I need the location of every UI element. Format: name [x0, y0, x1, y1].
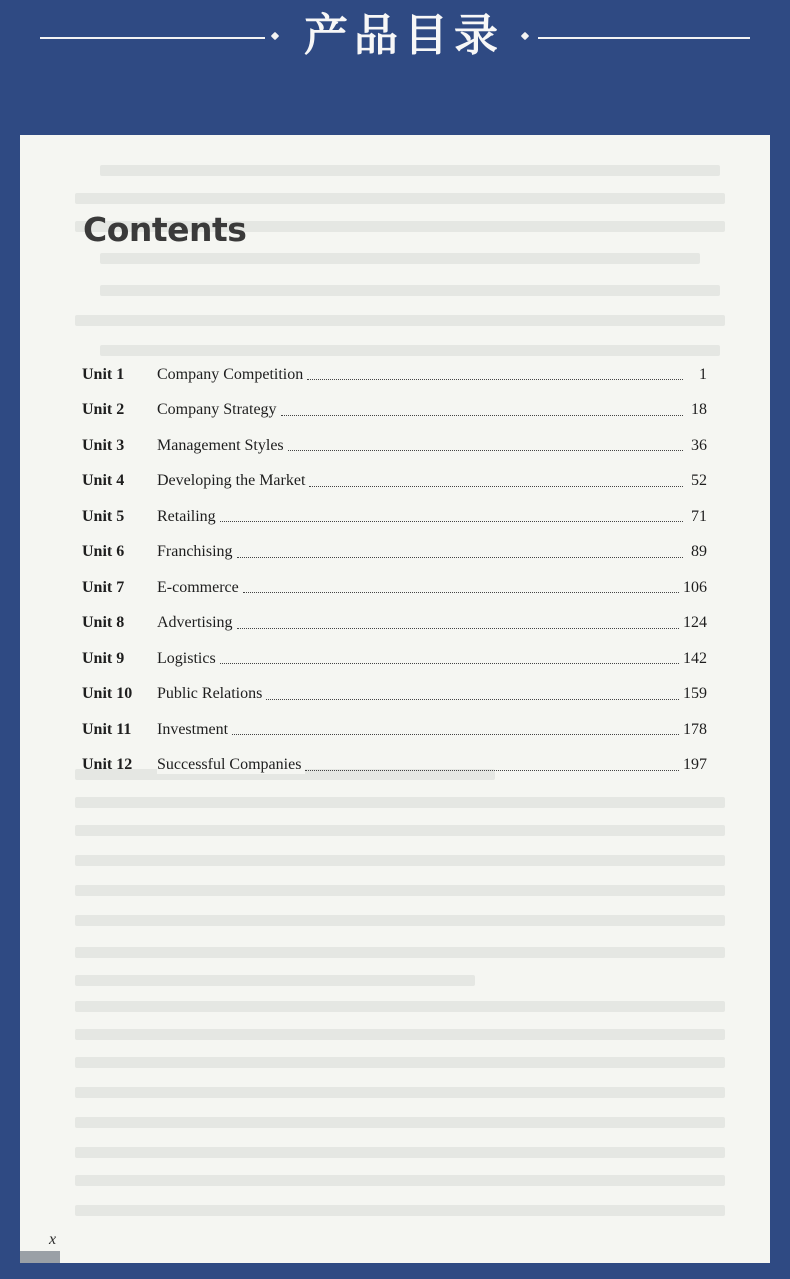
toc-title: Successful Companies [157, 756, 305, 774]
toc-entry [82, 677, 707, 713]
toc-unit: Unit 7 [82, 578, 125, 596]
toc-page: 178 [679, 721, 707, 739]
page-edge-strip [20, 1251, 60, 1263]
toc-page: 106 [679, 579, 707, 597]
toc-leader [237, 557, 683, 558]
toc-title: Retailing [157, 508, 220, 526]
toc-title: E-commerce [157, 579, 243, 597]
toc-entry [82, 535, 707, 571]
toc-page: 89 [683, 543, 707, 561]
toc-page: 71 [683, 508, 707, 526]
toc-unit: Unit 9 [82, 649, 125, 667]
header-rule-right [538, 37, 750, 39]
header-rule-left [40, 37, 265, 39]
toc-entry [82, 641, 707, 677]
toc-page: 1 [683, 366, 707, 384]
toc-page: 197 [679, 756, 707, 774]
toc-leader [305, 770, 679, 771]
toc-entry [82, 428, 707, 464]
toc-entry [82, 606, 707, 642]
toc-title: Management Styles [157, 437, 288, 455]
toc-entry [82, 464, 707, 500]
toc-entry [82, 748, 707, 784]
toc-unit: Unit 8 [82, 614, 125, 632]
toc-leader [232, 734, 679, 735]
header-title: 产品目录 [304, 10, 504, 61]
toc-page: 142 [679, 650, 707, 668]
toc-leader [220, 663, 679, 664]
toc-page: 18 [683, 401, 707, 419]
toc-entry [82, 393, 707, 429]
toc-leader [307, 379, 683, 380]
toc-unit: Unit 1 [82, 365, 125, 383]
toc-title: Developing the Market [157, 472, 309, 490]
toc-page: 159 [679, 685, 707, 703]
toc-title: Logistics [157, 650, 220, 668]
toc-unit: Unit 2 [82, 401, 125, 419]
toc-title: Public Relations [157, 685, 266, 703]
toc-entry [82, 570, 707, 606]
toc-entry [82, 712, 707, 748]
toc-title: Franchising [157, 543, 237, 561]
toc-leader [220, 521, 683, 522]
toc-page: 52 [683, 472, 707, 490]
toc-unit: Unit 5 [82, 507, 125, 525]
header-banner [0, 0, 790, 135]
toc-leader [309, 486, 683, 487]
toc-unit: Unit 11 [82, 720, 132, 738]
toc-leader [243, 592, 679, 593]
toc-title: Company Competition [157, 366, 307, 384]
toc-title: Advertising [157, 614, 237, 632]
toc-unit: Unit 6 [82, 543, 125, 561]
toc-unit: Unit 12 [82, 756, 133, 774]
table-of-contents [82, 357, 707, 783]
toc-title: Company Strategy [157, 401, 281, 419]
toc-unit: Unit 4 [82, 472, 125, 490]
toc-leader [266, 699, 679, 700]
toc-title: Investment [157, 721, 232, 739]
toc-page: 124 [679, 614, 707, 632]
toc-page: 36 [683, 437, 707, 455]
page-folio: x [49, 1231, 57, 1248]
toc-leader [237, 628, 679, 629]
toc-unit: Unit 3 [82, 436, 125, 454]
toc-unit: Unit 10 [82, 685, 133, 703]
contents-page [20, 135, 770, 1263]
toc-entry [82, 357, 707, 393]
toc-entry [82, 499, 707, 535]
contents-heading: Contents [83, 210, 247, 249]
toc-leader [288, 450, 683, 451]
toc-leader [281, 415, 683, 416]
